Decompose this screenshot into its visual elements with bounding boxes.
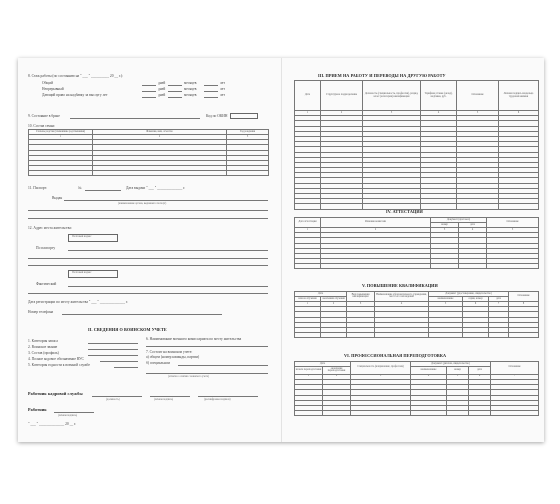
- attestation-col-date: Дата аттестации: [295, 218, 321, 228]
- months-label: месяцев: [184, 93, 197, 97]
- retraining-title: VI. ПРОФЕССИОНАЛЬНАЯ ПЕРЕПОДГОТОВКА: [344, 353, 447, 358]
- retraining-col-date: Дата: [295, 362, 351, 367]
- passport-label: 11. Паспорт:: [28, 186, 48, 190]
- worker-sign-hint: (личная подпись): [58, 414, 78, 417]
- family-label: 10. Состав семьи:: [28, 124, 56, 128]
- military-rank: 2. Воинское звание: [28, 345, 58, 349]
- military-registered: 7. Состоит на воинском учете:: [146, 350, 193, 354]
- days-label: дней: [158, 81, 166, 85]
- months-label: месяцев: [184, 87, 197, 91]
- qualification-col-institution: Наименование образовательного учреждения, место его нахождения: [375, 292, 429, 302]
- sign-hint-signature: (личная подпись): [154, 398, 174, 401]
- hr-officer-label: Работник кадровой службы: [28, 391, 83, 396]
- military-hint: (отметка о снятии с воинского учета): [168, 375, 209, 378]
- attestation-col-number: номер: [431, 222, 459, 227]
- hiring-title: III. ПРИЕМ НА РАБОТУ И ПЕРЕВОДЫ НА ДРУГУЮ РАБОТУ: [318, 73, 446, 78]
- hiring-col-rate: Тарифная ставка (оклад), надбавка, руб.: [421, 81, 457, 111]
- address-actual-label: Фактический: [36, 282, 57, 286]
- experience-row-general: Общий: [42, 81, 54, 85]
- marital-status-label: 9. Состояние в браке: [28, 114, 60, 118]
- okin-label: Код по ОКИН: [206, 114, 228, 118]
- military-vus: 4. Полное кодовое обозначение ВУС: [28, 357, 84, 361]
- qualification-col-document: Документ (удостоверение, свидетельство): [429, 292, 509, 297]
- registration-date: Дата регистрации по месту жительства " ___ " ______________ г.: [28, 300, 128, 304]
- passport-number-label: №: [78, 186, 82, 190]
- years-label: лет: [220, 93, 225, 97]
- qualification-col-basis: Основание: [509, 292, 539, 302]
- attestation-col-document: Документ (протокол): [431, 218, 487, 223]
- hiring-col-basis: Основание: [457, 81, 499, 111]
- worker-label: Работник: [28, 407, 47, 412]
- okin-box: [230, 113, 258, 119]
- passport-issued-label: Выдан: [52, 196, 63, 200]
- military-title: II. СВЕДЕНИЯ О ВОИНСКОМ УЧЕТЕ: [88, 327, 167, 332]
- address-by-passport-label: По паспорту: [36, 246, 56, 250]
- attestation-col-docdate: дата: [459, 222, 487, 227]
- hiring-col-date: Дата: [295, 81, 321, 111]
- right-page: [282, 58, 544, 442]
- military-category: 1. Категория запаса: [28, 339, 58, 343]
- family-col-year: Год рождения: [227, 130, 269, 135]
- left-page: [18, 58, 280, 442]
- experience-row-bonus: Дающий право на надбавку за выслугу лет: [42, 93, 108, 97]
- military-special: б) специальном: [146, 361, 170, 365]
- sign-hint-position: (должность): [106, 398, 120, 401]
- worker-sign-date: " ___ " ______________ 20 __ г.: [28, 422, 77, 426]
- retraining-col-basis: Основание: [491, 362, 539, 375]
- passport-date: Дата выдачи " ___ " ______________ г.: [126, 186, 186, 190]
- qualification-title: V. ПОВЫШЕНИЕ КВАЛИФИКАЦИИ: [362, 283, 438, 288]
- address-label: 12. Адрес места жительства:: [28, 226, 72, 230]
- family-table: Степень родства (ближайшие родственники) Фамилия, имя, отчество Год рождения 1 2 3: [28, 129, 269, 176]
- zip-label: Почтовый индекс: [72, 235, 92, 238]
- hiring-col-department: Структурное подразделение: [321, 81, 363, 111]
- retraining-col-specialty: Специальность (направление, профессия): [351, 362, 411, 375]
- form-sheet: [18, 58, 544, 442]
- military-commissariat: 6. Наименование военного комиссариата по месту жительства: [146, 337, 242, 341]
- years-label: лет: [220, 81, 225, 85]
- attestation-col-decision: Решение комиссии: [321, 218, 431, 228]
- years-label: лет: [220, 87, 225, 91]
- attestation-title: IV. АТТЕСТАЦИЯ: [386, 209, 423, 214]
- experience-title: 8. Стаж работы (по состоянию на " ___ " __________ 20 __ г.):: [28, 74, 124, 78]
- zip-label: Почтовый индекс: [72, 271, 92, 274]
- months-label: месяцев: [184, 81, 197, 85]
- hiring-table: Дата Структурное подразделение Должность (специальность, профессия), разряд, класс (категория) квалификации Тарифная ставка (оклад), надбавка, руб. Основание Личная подпись владельца трудовой книжки 1 2 3 4 5 6: [294, 80, 539, 210]
- days-label: дней: [158, 93, 166, 97]
- attestation-col-basis: Основание: [487, 218, 539, 228]
- retraining-table: Дата Специальность (направление, профессия) Документ (диплом, свидетельство) Основание начала переподготовки окончания переподготовки наименование номер дата 1 2 3 4 5 6 7: [294, 361, 539, 416]
- phone-label: Номер телефона: [28, 310, 54, 314]
- retraining-col-document: Документ (диплом, свидетельство): [411, 362, 491, 367]
- qualification-col-type: Вид повышения квалификации: [347, 292, 375, 302]
- military-profile: 3. Состав (профиль): [28, 351, 59, 355]
- passport-issued-hint: (наименование органа, выдавшего паспорт): [118, 202, 167, 205]
- family-col-name: Фамилия, имя, отчество: [93, 130, 227, 135]
- hiring-col-position: Должность (специальность, профессия), разряд, класс (категория) квалификации: [363, 81, 421, 111]
- days-label: дней: [158, 87, 166, 91]
- sign-hint-name: (расшифровка подписи): [204, 398, 231, 401]
- qualification-col-date: Дата: [295, 292, 347, 297]
- hiring-col-signature: Личная подпись владельца трудовой книжки: [499, 81, 539, 111]
- qualification-table: Дата Вид повышения квалификации Наименование образовательного учреждения, место его нахождения Документ (удостоверение, свидетельство) Основание начала обучения окончания обучения наименование серия, номер дата 1 2 3 4 5 6 7 8: [294, 291, 539, 338]
- family-col-relation: Степень родства (ближайшие родственники): [29, 130, 93, 135]
- attestation-table: Дата аттестации Решение комиссии Документ (протокол) Основание номер дата 1 2 3 4 5: [294, 217, 539, 269]
- experience-row-continuous: Непрерывный: [42, 87, 64, 91]
- military-general: а) общем (номер команды, партии): [146, 355, 200, 359]
- military-fitness: 5. Категория годности к военной службе: [28, 363, 90, 367]
